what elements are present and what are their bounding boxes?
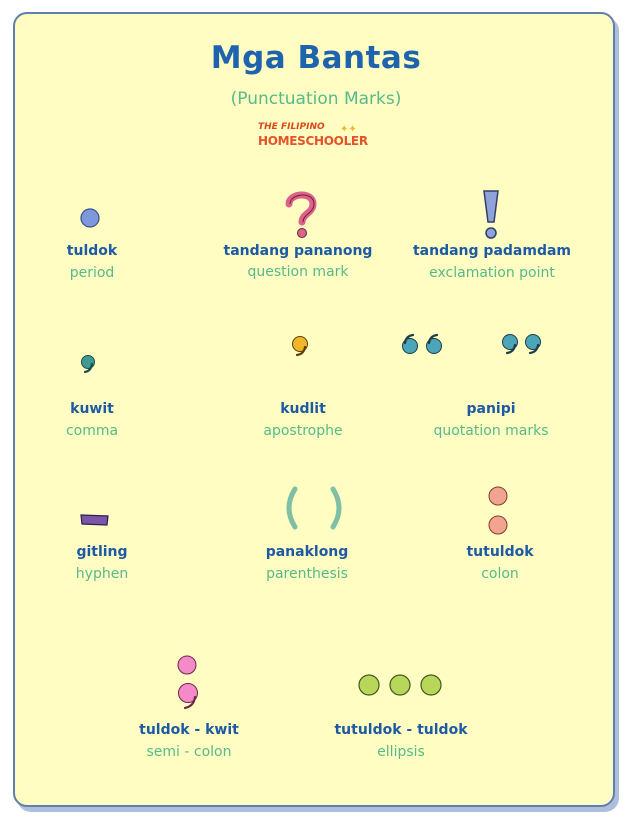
label-tandang-pananong: tandang pananong xyxy=(223,243,373,259)
label-kudlit: kudlit xyxy=(280,401,326,417)
page-title: Mga Bantas xyxy=(210,40,422,76)
english-quotation-marks: quotation marks xyxy=(433,423,549,439)
english-period: period xyxy=(69,265,115,281)
english-comma: comma xyxy=(65,423,119,439)
english-exclamation-point: exclamation point xyxy=(429,265,555,281)
quotation-marks-open-icon xyxy=(399,332,447,358)
exclamation-icon xyxy=(480,188,502,242)
semicolon-icon xyxy=(174,653,204,711)
comma-icon xyxy=(78,353,98,375)
english-ellipsis: ellipsis xyxy=(377,744,425,760)
filipino-homeschooler-logo xyxy=(258,122,376,152)
parentheses-icon xyxy=(283,486,345,530)
label-kuwit: kuwit xyxy=(70,401,114,417)
logo-line2: HOMESCHOOLER xyxy=(258,134,368,148)
quotation-marks-close-icon xyxy=(499,332,547,358)
page-subtitle: (Punctuation Marks) xyxy=(230,89,402,109)
apostrophe-icon xyxy=(290,335,312,359)
ellipsis-icon xyxy=(356,672,446,698)
period-icon xyxy=(78,206,102,230)
label-panipi: panipi xyxy=(466,401,516,417)
logo-deco-icon: ✦✦ xyxy=(340,124,357,135)
label-gitling: gitling xyxy=(76,544,128,560)
english-apostrophe: apostrophe xyxy=(263,423,343,439)
label-tuldok-kwit: tuldok - kwit xyxy=(139,722,239,738)
colon-icon xyxy=(485,484,511,538)
english-colon: colon xyxy=(481,566,519,582)
label-tuldok: tuldok xyxy=(66,243,118,259)
label-tandang-padamdam: tandang padamdam xyxy=(412,243,572,259)
hyphen-icon xyxy=(79,512,111,528)
label-panaklong: panaklong xyxy=(265,544,349,560)
english-parenthesis: parenthesis xyxy=(266,566,348,582)
english-semi-colon: semi - colon xyxy=(146,744,232,760)
label-tutuldok: tutuldok xyxy=(466,544,534,560)
english-question-mark: question mark xyxy=(247,264,349,280)
question-mark-icon xyxy=(283,190,319,240)
logo-line1: THE FILIPINO xyxy=(258,122,325,132)
english-hyphen: hyphen xyxy=(75,566,129,582)
label-tutuldok-tuldok: tutuldok - tuldok xyxy=(334,722,468,738)
